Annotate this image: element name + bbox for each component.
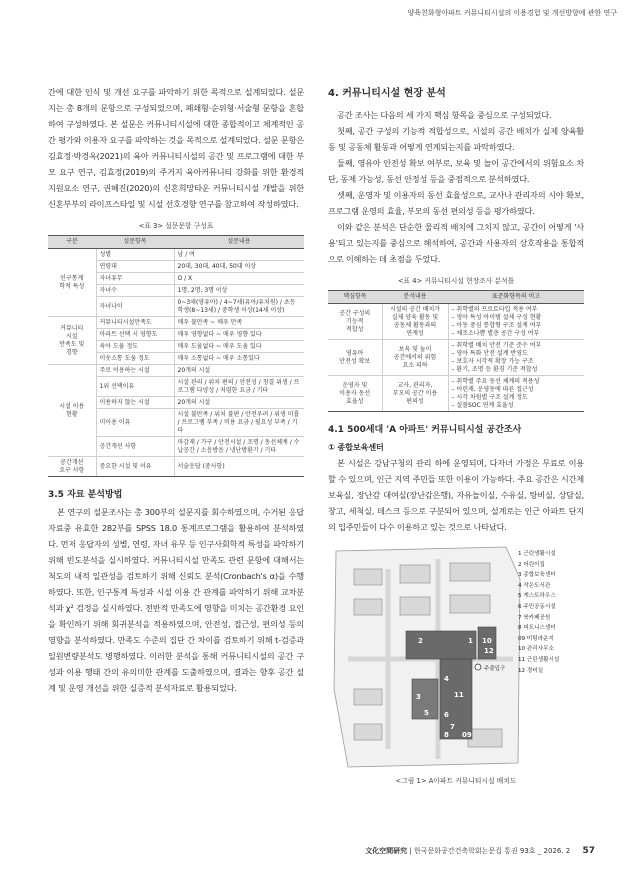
table3-item: 중요한 시설 및 이유 <box>96 457 174 477</box>
table3-content: O / X <box>174 273 304 285</box>
table3-item: 육아 도움 정도 <box>96 341 174 353</box>
left-column <box>48 84 304 696</box>
intro-paragraph: 간에 대한 인식 및 개선 요구를 파악하기 위한 목적으로 설계되었다. 설문지는 총 8개의 문항으로 구성되었으며, 폐쇄형·순위형·서술형 문항을 혼합하여 구성하였다. 본 설문은 커뮤니티시설에 대한 종합적이고 체계적인 공간 평가와 이용자 요구를 파악하는 것을 목적으로 설계되었다. 설문 문항은 김효정·박경옥(2021)의 육아 커뮤니티시설의 공간 및 프로그램에 대한 부모 요구 연구, 김효정(2019)의 주거지 육아커뮤니티 강화를 위한 환경적 지원요소 연구, 권혜진(2020)의 신혼희망타운 커뮤니티시설 개발을 위한 신혼부부의 라이프스타일 및 시설 선호경향 연구를 참고하여 작성하였다. <box>48 87 304 209</box>
building-block <box>400 597 430 615</box>
table3-content: 20대, 30대, 40대, 50대 이상 <box>174 261 304 273</box>
table4-header: 핵심항목 <box>328 291 382 304</box>
table-row <box>328 340 584 376</box>
building-block <box>354 724 382 740</box>
section4-para: 공간 조사는 다음의 세 가지 핵심 항목을 중심으로 구성되었다. <box>337 110 552 120</box>
table3-group: 시설 이용 현황 <box>48 365 96 457</box>
site-analysis-table <box>328 290 584 412</box>
svg-text:12: 12 <box>484 647 494 655</box>
table3-content: 남 / 여 <box>174 249 304 261</box>
building-block <box>450 563 490 581</box>
table3-item: 자녀나이 <box>96 297 174 317</box>
table3-content: 시설 관리 / 위치 편의 / 안전성 / 청결 위생 / 프로그램 다양성 / 저렴한 요금 / 기타 <box>174 377 304 397</box>
building-block <box>450 595 490 613</box>
page-footer: 文化空間硏究 | 한국문화공간건축학회논문집 통권 93호 _ 2026. 2 57 <box>365 846 595 856</box>
table3-content: 매우 영향없다 ~ 매우 영향 있다 <box>174 329 304 341</box>
legend-item: 4 작은도서관 <box>518 582 551 589</box>
table3-item: 이용하지 않는 시설 <box>96 397 174 409</box>
table-row <box>328 376 584 412</box>
svg-text:1: 1 <box>468 637 473 645</box>
table3-group: 인구통계 학적 특성 <box>48 249 96 317</box>
community-facility <box>440 659 472 739</box>
table4-header: 분석내용 <box>382 291 448 304</box>
section-4-1-title: 4.1 500세대 'A 아파트' 커뮤니티시설 공간조사 <box>328 425 522 435</box>
table3-group: 커뮤니티 시설 만족도 및 경향 <box>48 317 96 365</box>
svg-text:09: 09 <box>462 731 472 739</box>
entrance-marker-icon <box>475 664 481 670</box>
table3-header: 설문항목 <box>96 236 174 249</box>
legend-item: 12 경비실 <box>518 667 544 674</box>
building-block <box>354 569 382 585</box>
table4-desc: – 취학별 주요 동선 체계의 적용성 – 어린재, 운영동에 따른 접근성 – 시각 차원별 구조 설계 정도 – 설볼SOC 연계 효율성 <box>448 376 584 412</box>
table4-cat: 공간 구성의 기능적 적합성 <box>328 304 382 340</box>
table3-content: 20개의 시설 <box>174 397 304 409</box>
section4-para: 둘째, 영유아 안전성 확보 여부로, 보육 및 놀이 공간에서의 위험요소 차단, 동제 가능성, 동선 안정성 등을 중점적으로 분석하였다. <box>328 158 584 184</box>
legend-item: 3 종합보육센터 <box>518 572 556 579</box>
site-plan-figure <box>328 539 584 791</box>
table3-header: 설문내용 <box>174 236 304 249</box>
entrance-label: 주출입구 <box>484 666 506 672</box>
svg-text:8: 8 <box>444 731 449 739</box>
table4-caption: <표 4> 커뮤니티시설 현장조사 분석틀 <box>397 277 515 285</box>
svg-text:10: 10 <box>482 637 492 645</box>
table3-content: 매우 불만족 ~ 매우 만족 <box>174 317 304 329</box>
table3-content: 0~3세(영유아) / 4~7세(유아/유치원) / 초등학생(8~13세) / 중학생 이상(14세 이상) <box>174 297 304 317</box>
site-plan-legend <box>518 549 584 676</box>
table4-mid: 보육 및 놀이 공간에서의 위험 요소 피하 <box>382 340 448 376</box>
svg-text:3: 3 <box>416 693 421 701</box>
legend-item: 5 게스트하우스 <box>518 593 556 600</box>
table3-content: 서술응답 (중사항) <box>174 457 304 477</box>
table4-desc: – 취학별 배치 안전 기준 준수 여부 – 영아 특화 안전 설계 반영도 – 보호자 시각적 확장 가능 구조 – 환기, 조명 등 환경 기준 적합성 <box>448 340 584 376</box>
table3-item: 주로 이용하는 시설 <box>96 365 174 377</box>
table3-item: 커뮤니티시설만족도 <box>96 317 174 329</box>
svg-text:7: 7 <box>450 723 455 731</box>
survey-composition-table <box>48 235 304 477</box>
table4-cat: 운영자 및 이용자 동선 효율성 <box>328 376 382 412</box>
table3-item: 자녀유무 <box>96 273 174 285</box>
table3-caption: <표 3> 설문문항 구성표 <box>138 222 214 230</box>
section4-para: 이와 같은 분석은 단순한 물리적 배치에 그치지 않고, 공간이 어떻게 '사용'되고 있는지를 중심으로 해석하여, 공간과 사용자의 상호작용을 통합적으로 이해하는 데 초점을 두었다. <box>328 222 584 264</box>
table4-header: 표준화항목의 비고 <box>448 291 584 304</box>
section4-para: 첫째, 공간 구성의 기능적 적합성으로, 시설의 공간 배치가 실제 양육활동 및 공동체 활동과 어떻게 연계되는지를 파악하였다. <box>328 126 584 152</box>
legend-item: 10 관리사무소 <box>518 646 554 653</box>
page-number: 57 <box>582 846 595 856</box>
table3-content: 매우 소통없다 ~ 매우 소통있다 <box>174 353 304 365</box>
table4-mid: 시설의 공간 배치가 실제 양육 활동 및 공동체 활동과의 연계성 <box>382 304 448 340</box>
legend-item: 6 주민공동시설 <box>518 603 556 610</box>
running-header: 양육친화형아파트 커뮤니티시설의 이용경험 및 개선방향에 관한 연구 <box>407 9 617 17</box>
table3-content: 시설 불만족 / 위치 불편 / 안전우려 / 위생 미흡 / 프로그램 부족 / 비용 요금 / 필요성 부족 / 기타 <box>174 409 304 437</box>
section-3-5-title: 3.5 자료 분석방법 <box>48 490 123 500</box>
table3-item: 미이용 이유 <box>96 409 174 437</box>
table3-item: 연령대 <box>96 261 174 273</box>
table-row <box>48 365 304 377</box>
table3-group: 공간개선 요구 사항 <box>48 457 96 477</box>
journal-info: 한국문화공간건축학회논문집 통권 93호 _ 2026. 2 <box>414 847 571 855</box>
table3-content: 20개의 시설 <box>174 365 304 377</box>
section4-para: 셋째, 운영자 및 이용자의 동선 효율성으로, 교사나 관리자의 시야 확보, 프로그램 운영의 효율, 부모의 동선 편의성 등을 평가하였다. <box>328 190 584 216</box>
table3-item: 자녀수 <box>96 285 174 297</box>
subsection-1-text: 본 시설은 강남구청의 관리 하에 운영되며, 다자녀 가정은 무료로 이용할 수 있으며, 인근 지역 주민들 또한 이용이 가능하다. 주요 공간은 시간제 보육실, 장난감 대여실(장난감은행), 자유놀이실, 수유실, 탕비실, 상담실, 창고, 세척실, 데스크 등으로 구분되어 있으며, 설계로는 인근 아파트 단지의 입주민들이 다수 이용하고 있는 것으로 나타났다. <box>328 458 584 532</box>
table3-item: 이웃소통 도움 정도 <box>96 353 174 365</box>
building-block <box>354 599 382 615</box>
svg-text:6: 6 <box>444 711 449 719</box>
table-row <box>48 317 304 329</box>
legend-item: 11 근린생활시설 <box>518 656 560 663</box>
section-4-title: 4. 커뮤니티시설 현장 분석 <box>328 88 446 99</box>
legend-item: 7 북카페공원 <box>518 614 551 621</box>
legend-item: 1 근린생활시설 <box>518 551 556 557</box>
table4-mid: 교사, 관리자, 부모의 공간 이용 편의성 <box>382 376 448 412</box>
legend-item: 8 피트니스센터 <box>518 625 556 632</box>
table4-desc: – 취학별의 프로토타입 적용 여부 – 영아 특성 아이템 설제 구성 현황 – 아동 중심 통합형 구조 설계 여부 – 체조소나쁨 별층 공간 구성 여부 <box>448 304 584 340</box>
right-column <box>328 78 584 791</box>
table3-header: 구분 <box>48 236 96 249</box>
legend-item: 09 미팅라운지 <box>518 635 554 642</box>
table3-item: 아파트 선택 시 영향도 <box>96 329 174 341</box>
table3-item: 1위 선택이유 <box>96 377 174 397</box>
svg-text:5: 5 <box>424 709 429 717</box>
svg-text:2: 2 <box>418 637 423 645</box>
figure1-caption: <그림 1> A아파트 커뮤니티시설 배치도 <box>395 777 517 785</box>
building-block <box>354 689 382 705</box>
table-row <box>328 304 584 340</box>
table3-content: 1명, 2명, 3명 이상 <box>174 285 304 297</box>
community-facility <box>406 631 476 659</box>
journal-name: 文化空間硏究 <box>365 847 408 855</box>
legend-item: 2 어린이집 <box>518 561 545 568</box>
building-block <box>400 565 430 583</box>
section-3-5-text: 본 연구의 설문조사는 총 300부의 설문지를 회수하였으며, 수거된 응답 자료중 유효한 282부를 SPSS 18.0 통계프로그램을 활용하여 분석하였다. 먼저 응답자의 성별, 연령, 자녀 유무 등 인구사회학적 특성을 파악하기 위해 빈도분석을 실시하였다. 커뮤니티시설 만족도 관련 문항에 대해서는 척도의 내적 일관성을 검토하기 위해 신뢰도 분석(Cronbach's α)을 수행하였다. 또한, 인구통계 특성과 시설 이용 간 관계를 파악하기 위해 교차분석과 χ² 검정을 실시하였다. 전반적 만족도에 영향을 미치는 공간환경 요인을 확인하기 위해 회귀분석을 적용하였으며, 안전성, 접근성, 편의성 등의 영향을 분석하였다. 만족도 수준의 집단 간 차이를 검토하기 위해 t-검증과 일원변량분석도 병행하였다. 이러한 분석을 통해 커뮤니티시설의 공간 구성과 이용 행태 간의 유의미한 관계를 도출하였으며, 결과는 향후 공간 설계 및 운영 개선을 위한 실증적 분석자료로 활용되었다. <box>48 507 304 693</box>
table3-content: 매우 도움없다 ~ 매우 도움 있다 <box>174 341 304 353</box>
table4-cat: 영유아 안전성 확보 <box>328 340 382 376</box>
table3-item: 성별 <box>96 249 174 261</box>
table3-item: 공간개선 사항 <box>96 437 174 457</box>
building-block <box>468 729 502 747</box>
table-row <box>48 249 304 261</box>
subsection-1-title: ① 종합보육센터 <box>328 442 384 452</box>
table3-content: 마감재 / 가구 / 안전시설 / 조명 / 동선체계 / 수납공간 / 소음방음 / 냉난방환기 / 기타 <box>174 437 304 457</box>
svg-text:11: 11 <box>454 691 464 699</box>
table-row <box>48 457 304 477</box>
svg-text:4: 4 <box>444 675 449 683</box>
